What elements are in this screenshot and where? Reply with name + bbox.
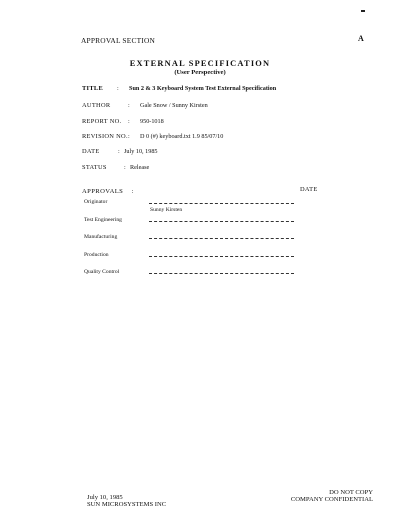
revision-no-label: REVISION NO. bbox=[82, 133, 128, 140]
approval-signer-originator: Sunny Kirsten bbox=[150, 207, 183, 213]
section-heading: APPROVAL SECTION bbox=[81, 36, 156, 45]
date-value: July 10, 1985 bbox=[124, 148, 158, 155]
report-no-label: REPORT NO. bbox=[82, 118, 122, 125]
footer-right bbox=[291, 489, 373, 504]
approval-role-manufacturing: Manufacturing bbox=[84, 234, 118, 240]
approvals-label: APPROVALS bbox=[82, 188, 124, 195]
author-label: AUTHOR bbox=[82, 102, 111, 109]
footer-date: July 10, 1985 bbox=[87, 494, 123, 501]
report-no-separator: : bbox=[128, 118, 130, 125]
title-value: Sun 2 & 3 Keyboard System Test External Specification bbox=[129, 85, 277, 92]
document-title: EXTERNAL SPECIFICATION bbox=[129, 59, 271, 68]
status-value: Release bbox=[130, 164, 150, 171]
title-label: TITLE bbox=[82, 85, 104, 92]
revision-no-value: D 0 (#) keyboard.txt 1.9 85/07/10 bbox=[140, 133, 224, 140]
footer-notice-line2: COMPANY CONFIDENTIAL bbox=[290, 496, 373, 504]
revision-no-separator: : bbox=[128, 133, 130, 140]
page-mark bbox=[361, 10, 365, 12]
footer-notice-line1: DO NOT COPY bbox=[329, 489, 373, 496]
author-value: Gale Snow / Sunny Kirsten bbox=[140, 102, 208, 109]
signature-line-quality-control bbox=[149, 273, 294, 274]
signature-line-test-engineering bbox=[149, 221, 294, 222]
signature-line-production bbox=[149, 256, 294, 257]
approval-role-production: Production bbox=[84, 252, 109, 258]
report-no-value: 950-1018 bbox=[140, 118, 164, 125]
approval-role-originator: Originator bbox=[84, 199, 108, 205]
signature-line-manufacturing bbox=[149, 238, 294, 239]
document-subtitle: (User Perspective) bbox=[174, 69, 226, 76]
approvals-heading bbox=[82, 188, 134, 195]
approvals-separator: : bbox=[131, 188, 134, 195]
date-label: DATE bbox=[82, 148, 100, 155]
title-separator: : bbox=[117, 85, 119, 92]
footer-left bbox=[87, 494, 166, 509]
footer-company: SUN MICROSYSTEMS INC bbox=[87, 501, 167, 509]
approvals-date-header: DATE bbox=[300, 186, 318, 193]
author-separator: : bbox=[128, 102, 130, 109]
approval-role-quality-control: Quality Control bbox=[84, 269, 120, 275]
revision-letter: A bbox=[358, 34, 364, 43]
date-separator: : bbox=[118, 148, 120, 155]
signature-line-originator bbox=[149, 203, 294, 204]
status-separator: : bbox=[124, 164, 126, 171]
approval-role-test-engineering: Test Engineering bbox=[84, 217, 122, 223]
status-label: STATUS bbox=[82, 164, 107, 171]
